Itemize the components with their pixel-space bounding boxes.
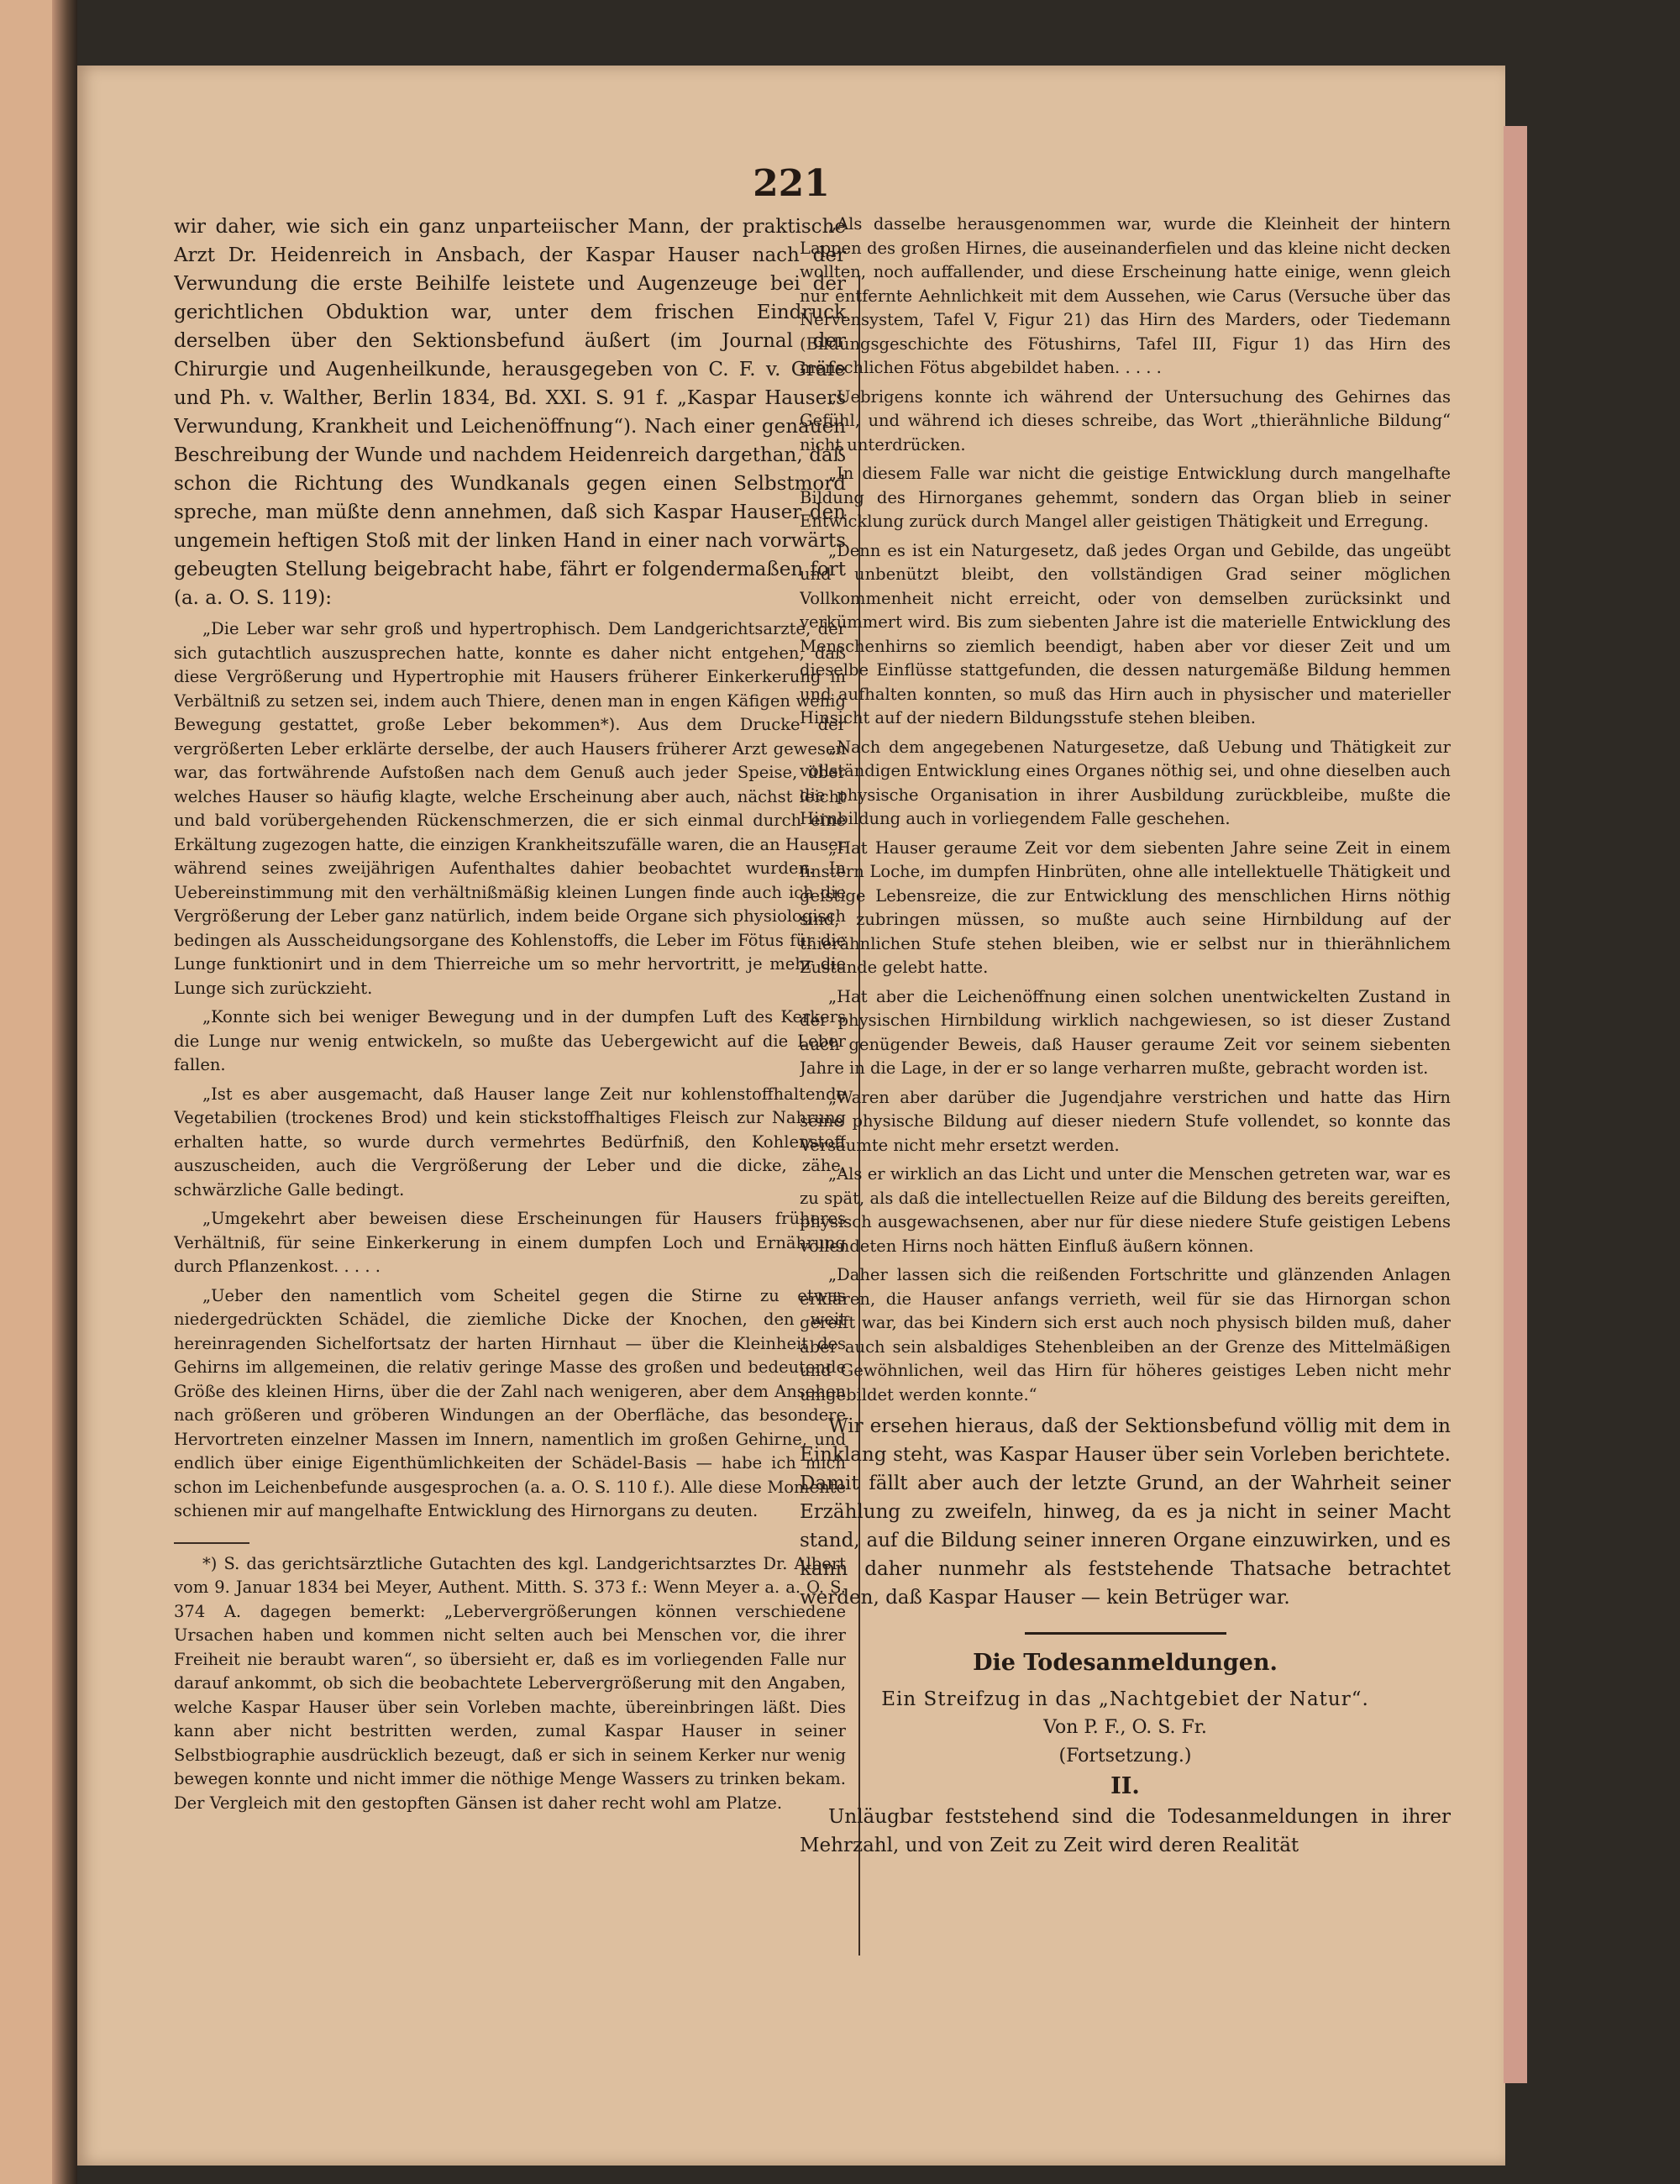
quote-paragraph: „Hat aber die Leichenöffnung einen solchen unentwickelten Zustand in der physischen Hirnbildung wirklich nachgewiesen, so ist dieser Zustand auch genügender Beweis, daß Hauser geraume Zeit vor seinem siebenten Jahre in die Lage, in der er so lange verharren mußte, gebracht worden ist. — [800, 986, 1451, 1078]
footnote-separator — [174, 1542, 249, 1544]
quote-paragraph: „Denn es ist ein Naturgesetz, daß jedes Organ und Gebilde, das ungeübt und unbenützt bleibt, den vollständigen Grad seiner möglichen Vollkommenheit nicht erreicht, oder von demselben zurücksinkt und verkümmert wird. Bis zum siebenten Jahre ist die materielle Entwicklung des Menschenhirns so ziemlich beendigt, haben aber vor dieser Zeit und um dieselbe Einflüsse stattgefunden, die dessen naturgemäße Bildung hemmen und aufhalten konnten, so muß das Hirn auch in physischer und materieller Hinsicht auf der niedern Bildungsstufe stehen bleiben. — [800, 540, 1451, 727]
quote-paragraph: „Daher lassen sich die reißenden Fortschritte und glänzenden Anlagen erklären, die Hauser anfangs verrieth, weil für sie das Hirnorgan schon gereift war, das bei Kindern sich erst auch noch physisch bilden muß, daher aber auch sein alsbaldiges Stehenbleiben an der Grenze des Mittelmäßigen und Gewöhnlichen, weil das Hirn für höheres geistiges Leben nicht mehr umgebildet werden konnte.“ — [800, 1265, 1451, 1404]
left-column — [174, 213, 846, 2115]
quote-paragraph: „Uebrigens konnte ich während der Untersuchung des Gehirnes das Gefühl, und während ich dieses schreibe, das Wort „thierähnliche Bildung“ nicht unterdrücken. — [800, 386, 1451, 454]
section-separator — [1025, 1632, 1226, 1635]
quote-paragraph: „Die Leber war sehr groß und hypertrophisch. Dem Landgerichtsarzte, der sich gutachtlich auszusprechen hatte, konnte es daher nicht entgehen, daß diese Vergrößerung und Hypertrophie mit Hausers früherer Einkerkerung in Verbältniß zu setzen sei, indem auch Thiere, denen man in engen Käfigen wenig Bewegung gestattet, große Leber bekommen*). Aus dem Drucke der vergrößerten Leber erklärte derselbe, der auch Hausers früherer Arzt gewesen war, das fortwährende Aufstoßen nach dem Genuß auch jeder Speise, über welches Hauser so häufig klagte, welche Erscheinung aber auch, nächst leicht und bald vorübergehenden Rückenschmerzen, die er sich einmal durch eine Erkältung zugezogen hatte, die einzigen Krankheitszufälle waren, die an Hauser während seines zweijährigen Aufenthaltes dahier beobachtet wurden. In Uebereinstimmung mit den verhältnißmäßig kleinen Lungen finde auch ich die Vergrößerung der Leber ganz natürlich, indem beide Organe sich physiologisch bedingen als Ausscheidungsorgane des Kohlenstoffs, die Leber im Fötus für die Lunge funktionirt und in dem Thierreiche um so mehr hervortritt, je mehr die Lunge sich zurückzieht. — [174, 619, 846, 998]
paragraph: wir daher, wie sich ein ganz unparteiischer Mann, der praktische Arzt Dr. Heidenreich in Ansbach, der Kaspar Hauser nach der Verwundung die erste Beihilfe leistete und Augenzeuge bei der gerichtlichen Obduktion war, unter dem frischen Eindruck derselben über den Sektionsbefund äußert (im Journal der Chirurgie und Augenheilkunde, herausgegeben von C. F. v. Gräfe und Ph. v. Walther, Berlin 1834, Bd. XXI. S. 91 f. „Kaspar Hausers Verwundung, Krankheit und Leichenöffnung“). Nach einer genauen Beschreibung der Wunde und nachdem Heidenreich dargethan, daß schon die Richtung des Wundkanals gegen einen Selbstmord spreche, man müßte denn annehmen, daß sich Kaspar Hauser den ungemein heftigen Stoß mit der linken Hand in einer nach vorwärts gebeugten Stellung beigebracht habe, fährt er folgendermaßen fort (a. a. O. S. 119): — [174, 216, 846, 609]
quote-paragraph: „Als dasselbe herausgenommen war, wurde die Kleinheit der hintern Lappen des großen Hirnes, die auseinanderfielen und das kleine nicht decken wollten, noch auffallender, und diese Erscheinung hatte einige, wenn gleich nur entfernte Aehnlichkeit mit dem Aussehen, wie Carus (Versuche über das Nervensystem, Tafel V, Figur 21) das Hirn des Marders, oder Tiedemann (Bildungsgeschichte des Fötushirns, Tafel III, Figur 1) das Hirn des menschlichen Fötus abgebildet haben. . . . . — [800, 214, 1451, 377]
paragraph: Wir ersehen hieraus, daß der Sektionsbefund völlig mit dem in Einklang steht, was Kaspar Hauser über sein Vorleben berichtete. Damit fällt aber auch der letzte Grund, an der Wahrheit seiner Erzählung zu zweifeln, hinweg, da es ja nicht in seiner Macht stand, auf die Bildung seiner inneren Organe einzuwirken, und es kann daher nunmehr als feststehende Thatsache betrachtet werden, daß Kaspar Hauser — kein Betrüger war. — [800, 1415, 1451, 1609]
article-byline: Von P. F., O. S. Fr. — [1043, 1717, 1207, 1738]
book-gutter — [52, 0, 77, 2184]
article-title: Die Todesanmeldungen. — [973, 1650, 1278, 1676]
paragraph: Unläugbar feststehend sind die Todesanmeldungen in ihrer Mehrzahl, und von Zeit zu Zeit wird deren Realität — [800, 1806, 1451, 1856]
page-edge — [1504, 126, 1527, 2083]
quote-paragraph: „Konnte sich bei weniger Bewegung und in der dumpfen Luft des Kerkers die Lunge nur wenig entwickeln, so mußte das Uebergewicht auf die Leber fallen. — [174, 1007, 846, 1074]
article-continuation: (Fortsetzung.) — [1058, 1746, 1192, 1767]
quote-paragraph: „Als er wirklich an das Licht und unter die Menschen getreten war, war es zu spät, als daß die intellectuellen Reize auf die Bildung des bereits gereiften, physisch ausgewachsenen, aber nur für diese niedere Stufe geistigen Lebens vollendeten Hirns noch hätten Einfluß äußern können. — [800, 1164, 1451, 1256]
quote-paragraph: „Umgekehrt aber beweisen diese Erscheinungen für Hausers früheres Verhältniß, für seine Einkerkerung in einem dumpfen Loch und Ernährung durch Pflanzenkost. . . . . — [174, 1209, 846, 1276]
quote-paragraph: „Ist es aber ausgemacht, daß Hauser lange Zeit nur kohlenstoffhaltende Vegetabilien (trockenes Brod) und kein stickstoffhaltiges Fleisch zur Nahrung erhalten hatte, so wurde durch vermehrtes Bedürfniß, den Kohlenstoff auszuscheiden, auch die Vergrößerung der Leber und die dicke, zähe, schwärzliche Galle bedingt. — [174, 1084, 846, 1200]
article-subtitle: Ein Streifzug in das „Nachtgebiet der Natur“. — [881, 1688, 1369, 1710]
section-numeral: II. — [1110, 1773, 1140, 1799]
right-column — [800, 213, 1451, 2115]
quote-paragraph: „In diesem Falle war nicht die geistige Entwicklung durch mangelhafte Bildung des Hirnorganes gehemmt, sondern das Organ blieb in seiner Entwicklung zurück durch Mangel aller geistigen Thätigkeit und Erregung. — [800, 464, 1451, 531]
quote-paragraph: „Ueber den namentlich vom Scheitel gegen die Stirne zu etwas niedergedrückten Schädel, die ziemliche Dicke der Knochen, den weit hereinragenden Sichelfortsatz der harten Hirnhaut — über die Kleinheit des Gehirns im allgemeinen, die relativ geringe Masse des großen und bedeutende Größe des kleinen Hirns, über die der Zahl nach wenigeren, aber dem Ansehen nach größeren und gröberen Windungen an der Oberfläche, das besondere Hervortreten einzelner Massen im Innern, namentlich im großen Gehirne, und endlich über einige Eigenthümlichkeiten der Schädel-Basis — habe ich mich schon im Leichenbefunde ausgesprochen (a. a. O. S. 110 f.). Alle diese Momente schienen mir auf mangelhafte Entwicklung des Hirnorgans zu deuten. — [174, 1285, 846, 1520]
page-number: 221 — [753, 162, 830, 205]
quote-paragraph: „Waren aber darüber die Jugendjahre verstrichen und hatte das Hirn seine physische Bildung auf dieser niedern Stufe vollendet, so konnte das Versäumte nicht mehr ersetzt werden. — [800, 1087, 1451, 1155]
footnote: *) S. das gerichtsärztliche Gutachten des kgl. Landgerichtsarztes Dr. Albert vom 9. Januar 1834 bei Meyer, Authent. Mitth. S. 373 f.: Wenn Meyer a. a. O. S. 374 A. dagegen bemerkt: „Lebervergrößerungen können verschiedene Ursachen haben und kommen nicht selten auch bei Menschen vor, die ihrer Freiheit nie beraubt waren“, so übersieht er, daß es im vorliegenden Falle nur darauf ankommt, ob sich die beobachtete Lebervergrößerung mit den Angaben, welche Kaspar Hauser über sein Vorleben machte, übereinbringen läßt. Dies kann aber nicht bestritten werden, zumal Kaspar Hauser in seiner Selbstbiographie ausdrücklich bezeugt, daß er sich in seinem Kerker nur wenig bewegen konnte und nicht immer die nöthige Menge Wassers zu trinken bekam. Der Vergleich mit den gestopften Gänsen ist daher recht wohl am Platze. — [174, 1553, 846, 1813]
quote-paragraph: „Hat Hauser geraume Zeit vor dem siebenten Jahre seine Zeit in einem finstern Loche, im dumpfen Hinbrüten, ohne alle intellektuelle Thätigkeit und geistige Lebensreize, die zur Entwicklung des menschlichen Hirns nöthig sind, zubringen müssen, so mußte auch seine Hirnbildung auf der thierähnlichen Stufe stehen bleiben, wie er selbst nur in thierähnlichem Zustande gelebt hatte. — [800, 837, 1451, 977]
page-sheet — [77, 66, 1505, 2166]
quote-paragraph: „Nach dem angegebenen Naturgesetze, daß Uebung und Thätigkeit zur vollständigen Entwicklung eines Organes nöthig sei, und ohne dieselben auch die physische Organisation in ihrer Ausbildung zurückbleibe, mußte die Hirnbildung auch in vorliegendem Falle geschehen. — [800, 737, 1451, 828]
